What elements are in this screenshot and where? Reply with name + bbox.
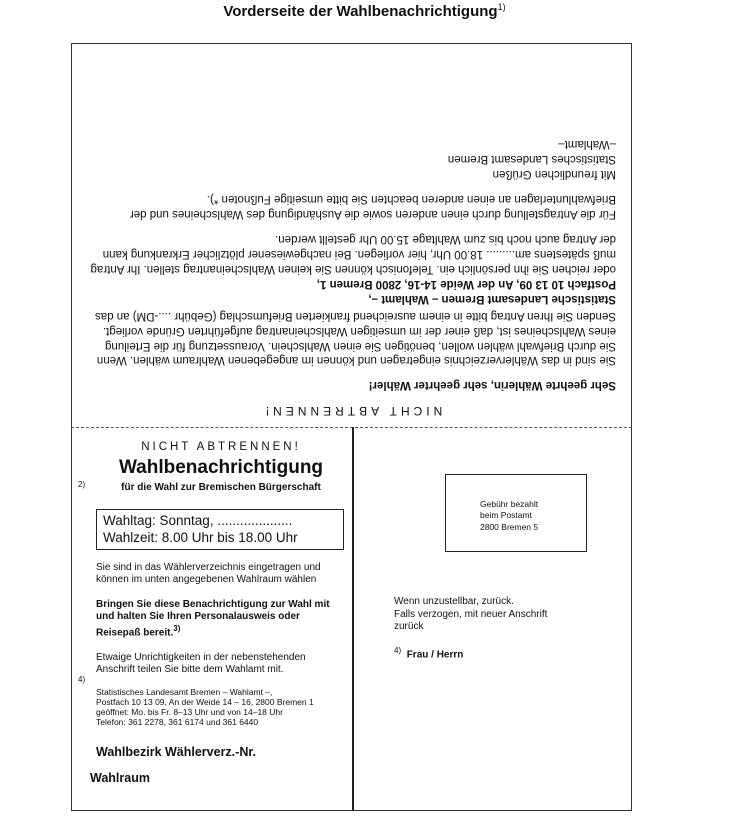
stamp-line-3: 2800 Bremen 5 <box>480 521 539 532</box>
recipient-line <box>394 646 594 662</box>
back-paragraph-3: Für die Antragstellung durch einen anderen sowie die Aushändigung des Wahlscheines und der Briefwahlunterlagen an einen anderen beachten Sie bitte umseitige Fußnoten *). <box>129 193 616 221</box>
wahlraum-label: Wahlraum <box>90 770 150 785</box>
card-subheading: für die Wahl zur Bremischen Bürgerschaft <box>121 482 321 494</box>
wahlbezirk-label: Wahlbezirk Wählerverz.-Nr. <box>96 745 256 760</box>
undeliverable-line-1: Wenn unzustellbar, zurück. <box>394 596 514 607</box>
back-closing-1: Mit freundlichen Grüßen <box>492 168 616 181</box>
title-footnote: 1) <box>497 2 506 12</box>
office-address-line-2: Postfach 10 13 09, An der Weide 14 – 16, 2800 Bremen 1 <box>96 696 314 707</box>
undeliverable-line-3: zurück <box>394 621 424 632</box>
office-address-line-1: Statistisches Landesamt Bremen – Wahlamt –, <box>96 686 273 697</box>
recipient-footnote: 4) <box>394 645 402 655</box>
back-address-2: Postfach 10 13 09, An der Weide 14-16, 2800 Bremen 1, <box>316 277 616 290</box>
info-text-2: Bringen Sie diese Benachrichtigung zur Wahl mit und halten Sie Ihren Personalausweis oder Reisepaß bereit.$^{3)}$ <box>96 598 330 639</box>
footnote-3-marker: 3) <box>173 623 181 633</box>
info-text-1: Sie sind in das Wählerverzeichnis eingetragen und können im unten angegebenen Wahlraum wählen <box>96 561 321 586</box>
info-text-3: Etwaige Unrichtigkeiten in der nebenstehenden Anschrift teilen Sie bitte dem Wahlamt mit. <box>96 651 306 676</box>
wahlzeit: Wahlzeit: 8.00 Uhr bis 18.00 Uhr <box>103 530 298 546</box>
stamp-line-2: beim Postamt <box>480 510 532 521</box>
back-nicht-abtrennen: NICHT ABTRENNEN! <box>261 404 443 418</box>
back-address-1: Statistische Landesamt Bremen – Wahlamt –, <box>368 292 616 305</box>
back-closing-3: –Wahlamt– <box>558 138 616 151</box>
undeliverable-line-2: Falls verzogen, mit neuer Anschrift <box>394 608 548 620</box>
office-address <box>96 687 344 728</box>
footnote-2-marker: 2) <box>78 480 86 489</box>
stamp-line-1: Gebühr bezahlt <box>480 499 539 509</box>
office-phone: Telefon: 361 2278, 361 6174 und 361 6440 <box>96 717 259 728</box>
footnote-4-marker: 4) <box>78 675 86 684</box>
election-date-box <box>96 509 344 550</box>
back-greeting: Sehr geehrte Wählerin, sehr geehrter Wähler! <box>368 379 616 392</box>
address-area <box>394 596 594 661</box>
wahltag: Wahltag: Sonntag, .................... <box>103 512 293 528</box>
nicht-abtrennen: NICHT ABTRENNEN! <box>141 441 301 453</box>
office-hours: geöffnet: Mo. bis Fr. 8–13 Uhr und von 14–18 Uhr <box>96 706 283 717</box>
recipient-salutation: Frau / Herrn <box>406 648 464 660</box>
page-title: Vorderseite der Wahlbenachrichtigung$^{1)}$ <box>223 2 506 20</box>
back-closing-2: Statistisches Landesamt Bremen <box>447 153 616 166</box>
back-text-upside-down <box>88 58 616 418</box>
notification-card <box>84 440 344 787</box>
back-paragraph-1: Sie sind in das Wählerverzeichnis eingetragen und können im angegebenen Wahlraum wählen. Wenn Sie durch Briefwahl wählen wollen, benötigen Sie einen Wahlschein. Voraussetzung für die Erteilung eines Wahlscheines ist, daß einer der im umseitigen Wahlscheinantrag aufgeführten Gründe vorliegt. Senden Sie Ihren Antrag bitte in einem ausreichend frankierten Briefumschlag (Gebühr ....-DM) an das <box>95 309 616 367</box>
postage-stamp-box <box>445 474 587 552</box>
back-paragraph-2: oder reichen Sie ihn persönlich ein. Telefonisch können Sie keinen Wahlscheinantrag stellen. Ihr Antrag muß spätestens am......... 18.00 Uhr, hier vorliegen. Bei nachgewiesener plötzlicher Erkrankung kann der Antrag auch noch bis zum Wahltage 15.00 Uhr gestellt werden. <box>90 232 616 275</box>
card-heading: Wahlbenachrichtigung <box>118 457 324 479</box>
vertical-divider <box>352 427 354 811</box>
